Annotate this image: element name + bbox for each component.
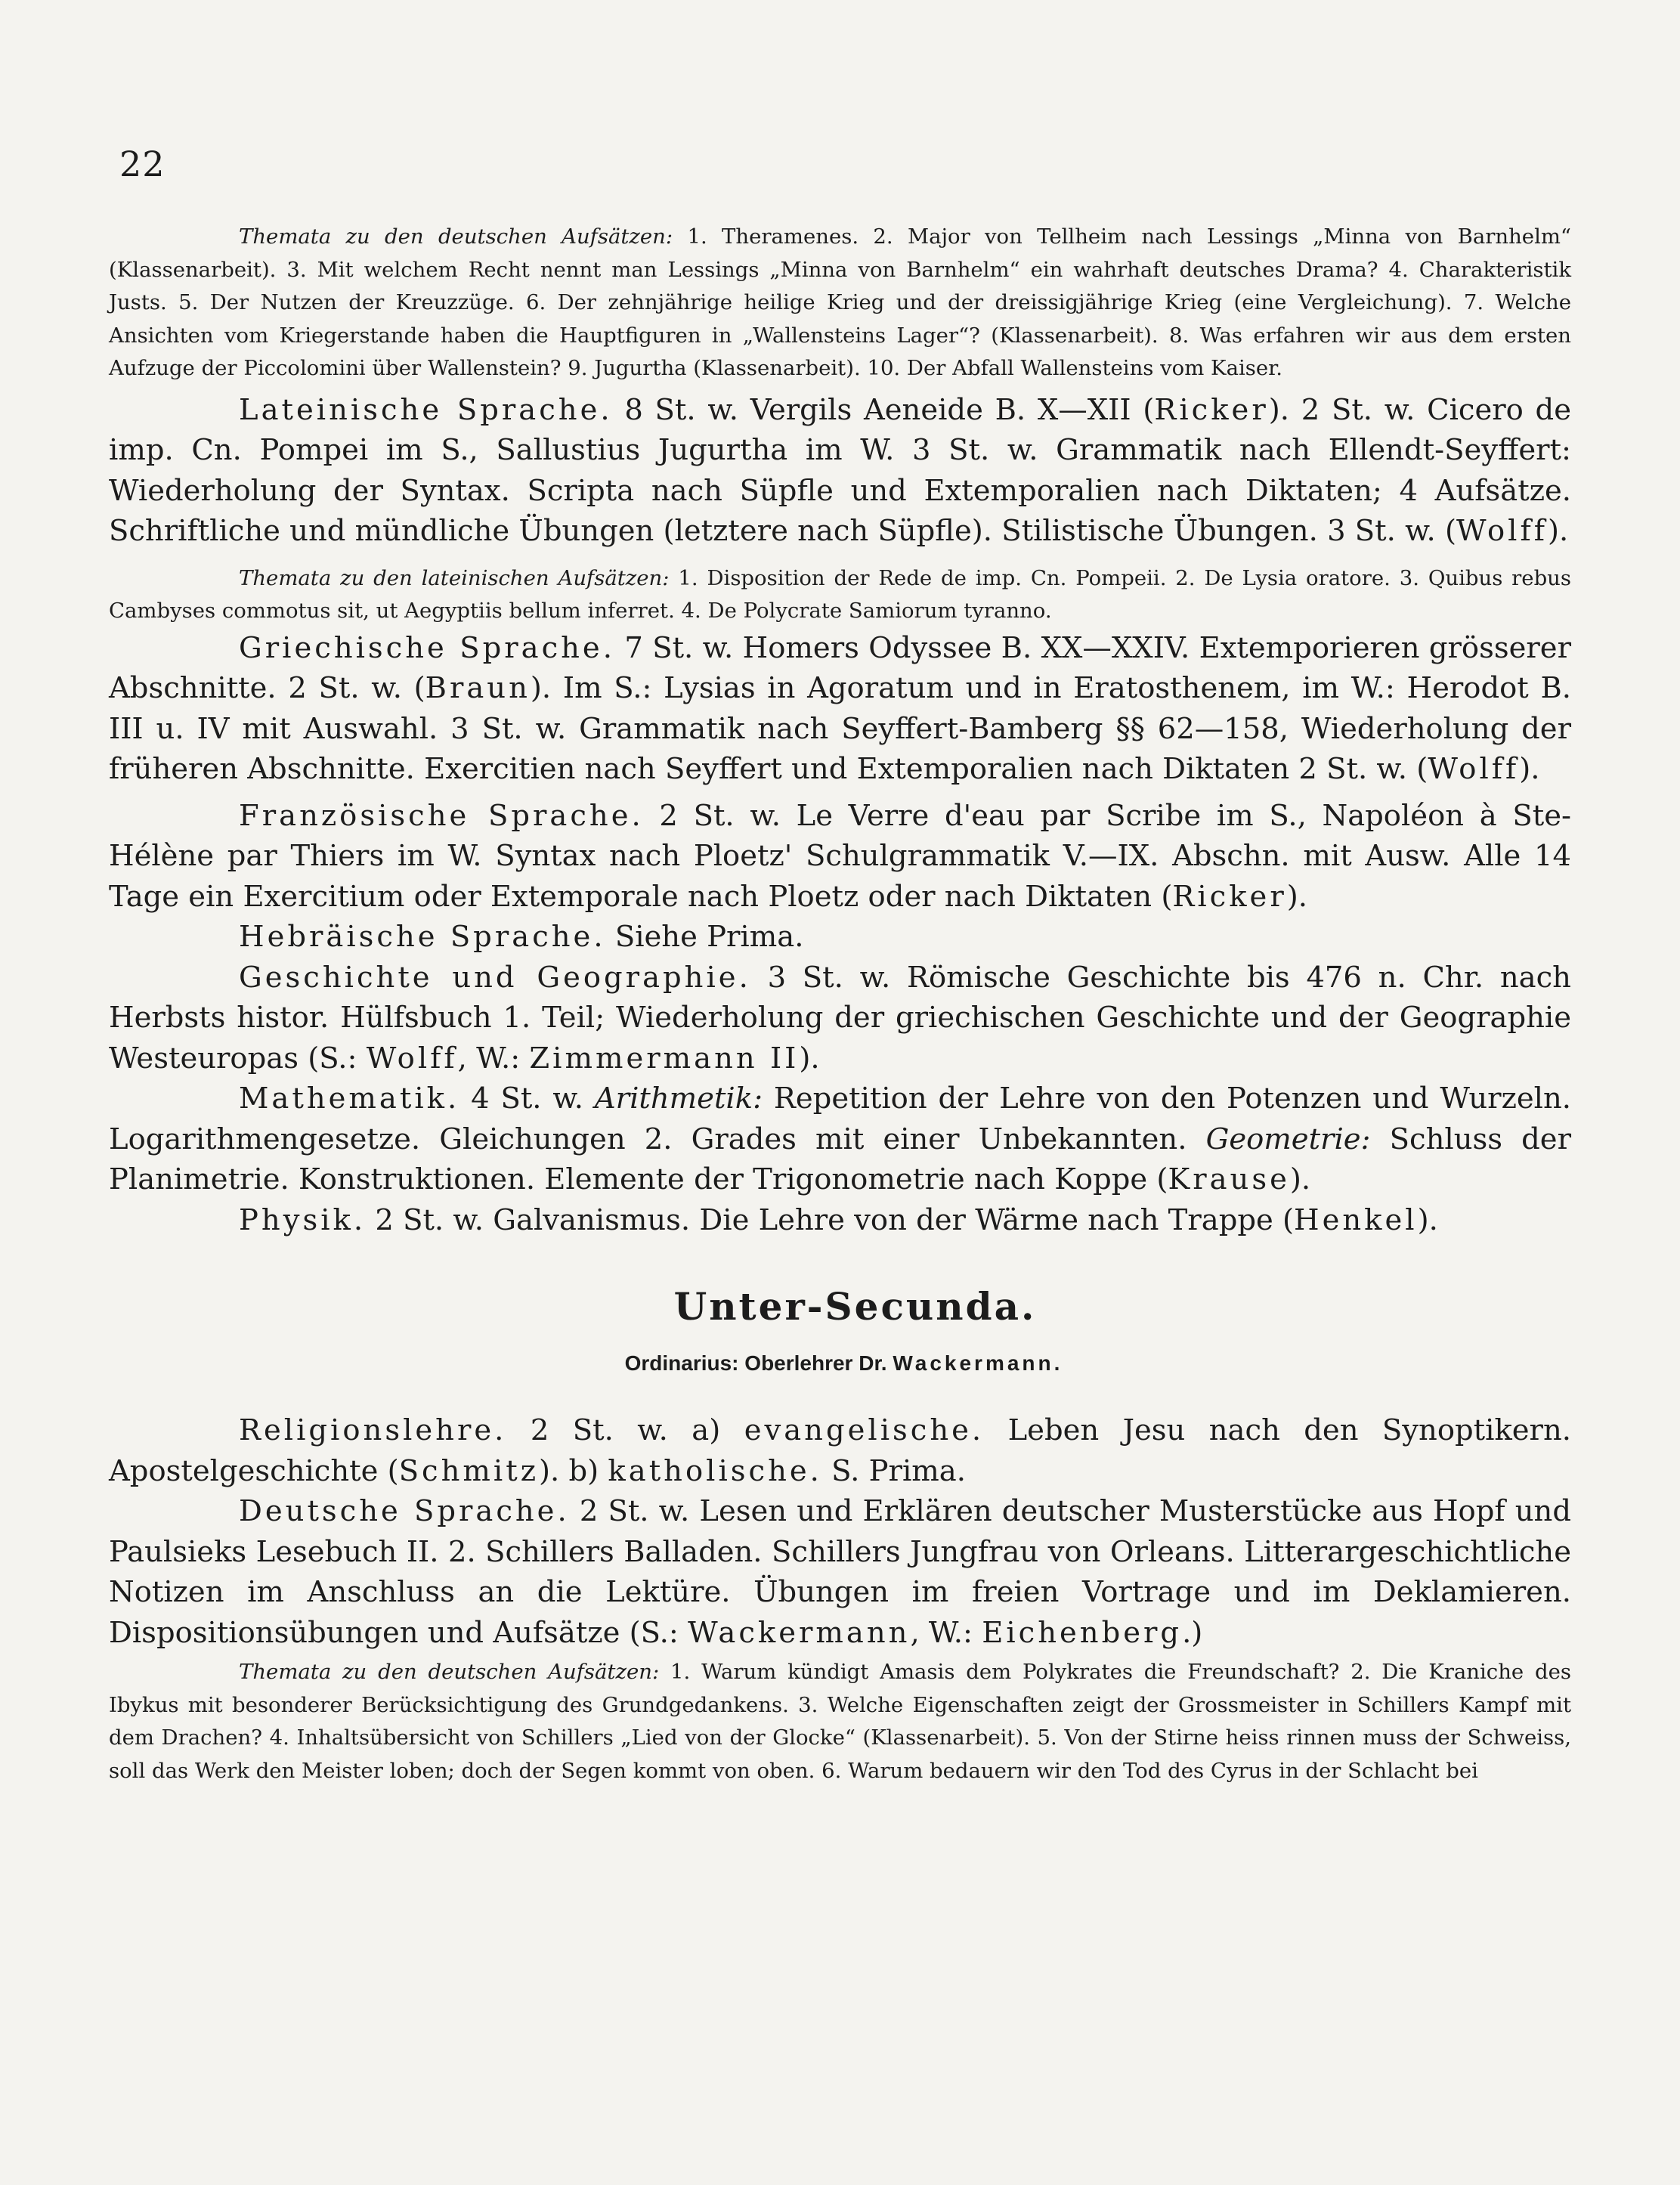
paragraph-text: 7 St. w. Homers Odyssee B. XX—XXIV. Extemporieren grösserer Abschnitte. 2 St. w. ( bbox=[109, 630, 1571, 705]
subject-heading: Griechische Sprache. bbox=[239, 630, 615, 665]
themata-text: 1. Disposition der Rede de imp. Cn. Pompeii. 2. De Lysia oratore. 3. Quibus rebus Cambyses commotus sit, ut Aegyptiis bellum inferret. 4. De Polycrate Samiorum tyranno. bbox=[109, 565, 1572, 623]
themata-label: Themata zu den lateinischen Aufsätzen: bbox=[239, 565, 670, 590]
paragraph-text: ). bbox=[1286, 879, 1308, 914]
teacher-name: Henkel bbox=[1294, 1202, 1418, 1237]
paragraph-text: , W.: bbox=[910, 1615, 982, 1650]
paragraph-text: Schluss der Planimetrie. Konstruktionen. Elemente der Trigonometrie nach Koppe ( bbox=[109, 1122, 1571, 1196]
paragraph-text: 4 St. w. bbox=[471, 1082, 584, 1116]
paragraph-text: ). 2 St. w. Cicero de imp. Cn. Pompei im S., Sallustius Jugurtha im W. 3 St. w. Grammatik nach Ellendt-Seyffert: Wiederholung der Syntax. Scripta nach Süpfle und Extemporalien nach Diktaten; 4 Aufsätze. Schriftliche und mündliche Übungen (letztere nach Süpfle). Stilistische Übungen. 3 St. w. ( bbox=[109, 392, 1571, 548]
subject-heading: Geschichte und Geographie. bbox=[239, 960, 751, 995]
teacher-name: Braun bbox=[425, 671, 531, 705]
teacher-name: Ricker bbox=[1154, 392, 1269, 427]
griechisch-paragraph bbox=[109, 628, 1571, 790]
paragraph-text: ). bbox=[1519, 752, 1540, 786]
subject-heading: Hebräische Sprache. bbox=[239, 920, 606, 954]
themata-label: Themata zu den deutschen Aufsätzen: bbox=[239, 224, 673, 249]
teacher-name: Wolff bbox=[1428, 752, 1520, 786]
paragraph-text: ). bbox=[799, 1041, 820, 1075]
page-content bbox=[109, 221, 1571, 1787]
paragraph-text: 2 St. w. Lesen und Erklären deutscher Musterstücke aus Hopf und Paulsieks Lesebuch II. 2. Schillers Balladen. Schillers Jungfrau von Orleans. Litterargeschichtliche Notizen im Anschluss an die Lektüre. Übungen im freien Vortrage und im Deklamieren. Dispositionsübungen und Aufsätze (S.: bbox=[109, 1494, 1571, 1650]
teacher-name: Schmitz bbox=[398, 1453, 539, 1488]
topic-label: Geometrie: bbox=[1205, 1122, 1371, 1156]
ordinarius-label: Ordinarius: Oberlehrer Dr. bbox=[624, 1351, 887, 1375]
ordinarius-name: Wackermann. bbox=[893, 1351, 1063, 1375]
paragraph-text: ). Im S.: Lysias in Agoratum und in Eratosthenem, im W.: Herodot B. III u. IV mit Auswahl. 3 St. w. Grammatik nach Seyffert-Bamberg §§ 62—158, Wiederholung der früheren Abschnitte. Exercitien nach Seyffert und Extemporalien nach Diktaten 2 St. w. ( bbox=[109, 671, 1571, 786]
paragraph-text: 2 St. w. a) bbox=[530, 1413, 721, 1447]
paragraph-text: 2 St. w. Le Verre d'eau par Scribe im S., Napoléon à Ste-Hélène par Thiers im W. Syntax nach Ploetz' Schulgrammatik V.—IX. Abschn. mit Ausw. Alle 14 Tage ein Exercitium oder Extemporale nach Ploetz oder nach Diktaten ( bbox=[109, 798, 1571, 914]
paragraph-text: ). bbox=[1417, 1202, 1438, 1237]
latein-themata-paragraph bbox=[109, 562, 1571, 628]
paragraph-text: ). b) bbox=[539, 1453, 599, 1488]
latein-paragraph bbox=[109, 390, 1571, 552]
religion-paragraph bbox=[109, 1410, 1571, 1491]
deutsch-themata-paragraph bbox=[109, 1656, 1571, 1787]
teacher-name: Wackermann bbox=[688, 1615, 911, 1650]
subject-heading: Mathematik. bbox=[239, 1082, 460, 1116]
teacher-name: Zimmermann II bbox=[529, 1041, 800, 1075]
deutsch-themata-paragraph bbox=[109, 221, 1571, 385]
paragraph-text: .) bbox=[1182, 1615, 1203, 1650]
paragraph-text: Leben Jesu nach den Synoptikern. Apostelgeschichte ( bbox=[109, 1413, 1571, 1488]
teacher-name: Eichenberg bbox=[982, 1615, 1183, 1650]
hebraeisch-paragraph bbox=[109, 917, 1571, 958]
subject-heading: Deutsche Sprache. bbox=[239, 1494, 570, 1528]
confession-label: evangelische. bbox=[744, 1413, 985, 1447]
confession-label: katholische. bbox=[608, 1453, 822, 1488]
subject-heading: Französische Sprache. bbox=[239, 798, 644, 833]
paragraph-text: ). bbox=[1289, 1162, 1311, 1196]
section-title: Unter-Secunda. bbox=[673, 1284, 1037, 1329]
page-number: 22 bbox=[119, 144, 166, 184]
themata-label: Themata zu den deutschen Aufsätzen: bbox=[239, 1660, 660, 1684]
subject-heading: Physik. bbox=[239, 1202, 367, 1237]
subject-heading: Lateinische Sprache. bbox=[239, 392, 613, 427]
paragraph-text: 2 St. w. Galvanismus. Die Lehre von der Wärme nach Trappe ( bbox=[375, 1202, 1295, 1237]
teacher-name: Krause bbox=[1168, 1162, 1290, 1196]
paragraph-text: Repetition der Lehre von den Potenzen und Wurzeln. Logarithmengesetze. Gleichungen 2. Grades mit einer Unbekannten. bbox=[109, 1082, 1571, 1156]
themata-text: 1. Theramenes. 2. Major von Tellheim nach Lessings „Minna von Barnhelm“ (Klassenarbeit). 3. Mit welchem Recht nennt man Lessings „Minna von Barnhelm“ ein wahrhaft deutsches Drama? 4. Charakteristik Justs. 5. Der Nutzen der Kreuzzüge. 6. Der zehnjährige heilige Krieg und der dreissigjährige Krieg (eine Vergleichung). 7. Welche Ansichten vom Kriegerstande haben die Hauptfiguren in „Wallensteins Lager“? (Klassenarbeit). 8. Was erfahren wir aus dem ersten Aufzuge der Piccolomini über Wallenstein? 9. Jugurtha (Klassenarbeit). 10. Der Abfall Wallensteins vom Kaiser. bbox=[109, 224, 1571, 380]
paragraph-text: S. Prima. bbox=[831, 1453, 966, 1488]
paragraph-text: ). bbox=[1547, 514, 1569, 548]
teacher-name: Wolff bbox=[366, 1041, 458, 1075]
mathematik-paragraph bbox=[109, 1079, 1571, 1200]
teacher-name: Ricker bbox=[1172, 879, 1287, 914]
physik-paragraph bbox=[109, 1200, 1571, 1241]
teacher-name: Wolff bbox=[1456, 514, 1548, 548]
ordinarius-line bbox=[109, 1351, 1571, 1376]
subject-heading: Religionslehre. bbox=[239, 1413, 507, 1447]
franzoesisch-paragraph bbox=[109, 796, 1571, 918]
geschichte-paragraph bbox=[109, 958, 1571, 1079]
paragraph-text: , W.: bbox=[457, 1041, 530, 1075]
paragraph-text: 3 St. w. Römische Geschichte bis 476 n. Chr. nach Herbsts histor. Hülfsbuch 1. Teil; Wiederholung der griechischen Geschichte und der Geographie Westeuropas (S.: bbox=[109, 960, 1571, 1075]
paragraph-text: 8 St. w. Vergils Aeneide B. X—XII ( bbox=[624, 392, 1155, 427]
themata-text: 1. Warum kündigt Amasis dem Polykrates die Freundschaft? 2. Die Kraniche des Ibykus mit besonderer Berücksichtigung des Grundgedankens. 3. Welche Eigenschaften zeigt der Grossmeister in Schillers Kampf mit dem Drachen? 4. Inhaltsübersicht von Schillers „Lied von der Glocke“ (Klassenarbeit). 5. Von der Stirne heiss rinnen muss der Schweiss, soll das Werk den Meister loben; doch der Segen kommt von oben. 6. Warum bedauern wir den Tod des Cyrus in der Schlacht bei bbox=[109, 1660, 1571, 1783]
paragraph-text: Siehe Prima. bbox=[614, 920, 804, 954]
deutsch-paragraph bbox=[109, 1491, 1571, 1653]
topic-label: Arithmetik: bbox=[594, 1082, 763, 1116]
